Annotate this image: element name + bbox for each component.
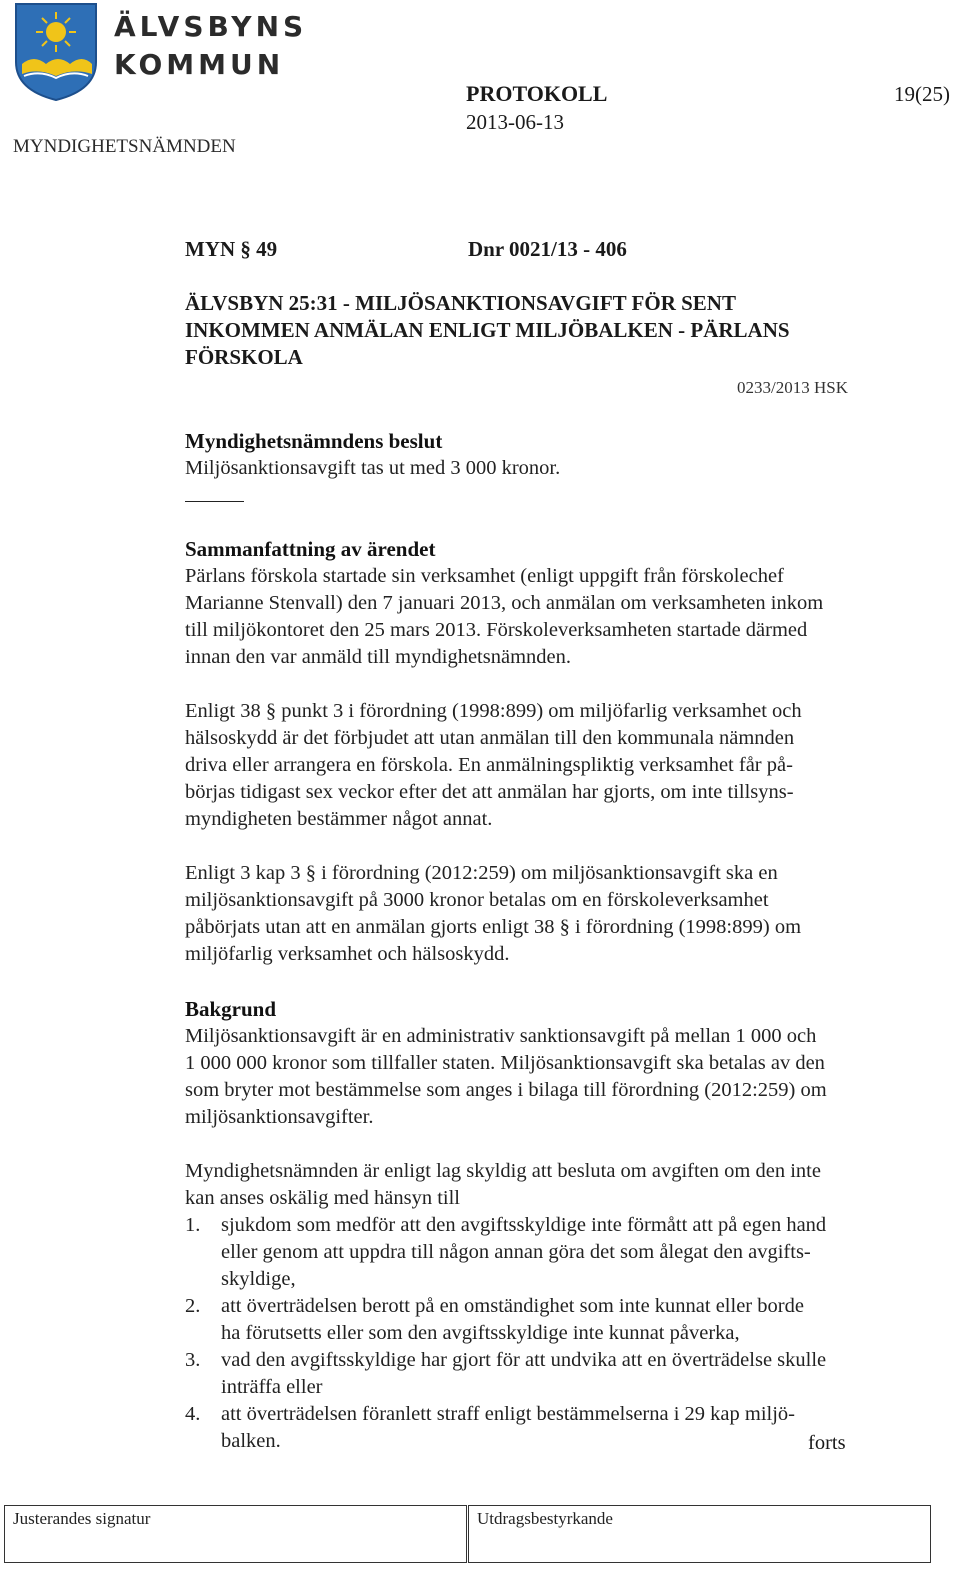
text-line: myndigheten bestämmer något annat. <box>185 808 493 830</box>
page-number: 19(25) <box>894 82 950 106</box>
text-line: miljösanktionsavgifter. <box>185 1106 374 1128</box>
divider <box>185 501 244 502</box>
text-line: sjukdom som medför att den avgiftsskyldige inte förmått att på egen hand <box>221 1214 827 1236</box>
list-number: 1. <box>185 1214 201 1236</box>
document-title: PROTOKOLL <box>466 81 608 106</box>
text-line: Myndighetsnämnden är enligt lag skyldig att besluta om avgiften om den inte <box>185 1160 821 1182</box>
text-line: Enligt 38 § punkt 3 i förordning (1998:899) om miljöfarlig verksamhet och <box>185 700 802 722</box>
document-date: 2013-06-13 <box>466 110 564 134</box>
text-line: börjas tidigast sex veckor efter det att anmälan har gjorts, om inte tillsyns- <box>185 781 794 803</box>
text-line: skyldige, <box>221 1268 296 1290</box>
text-line: ha förutsetts eller som den avgiftsskyldige inte kunnat påverka, <box>221 1322 740 1344</box>
text-line: att överträdelsen berott på en omständighet som inte kunnat eller borde <box>221 1295 804 1317</box>
text-line: till miljökontoret den 25 mars 2013. Förskoleverksamheten startade därmed <box>185 619 808 641</box>
signature-label: Justerandes signatur <box>13 1509 151 1528</box>
text-line: kan anses oskälig med hänsyn till <box>185 1187 460 1209</box>
text-line: Miljösanktionsavgift är en administrativ sanktionsavgift på mellan 1 000 och <box>185 1025 817 1047</box>
text-line: miljösanktionsavgift på 3000 kronor betalas om en förskoleverksamhet <box>185 889 769 911</box>
text-line: miljöfarlig verksamhet och hälsoskydd. <box>185 943 510 965</box>
text-line: Pärlans förskola startade sin verksamhet (enligt uppgift från förskolechef <box>185 565 784 587</box>
case-title-line: ÄLVSBYN 25:31 - MILJÖSANKTIONSAVGIFT FÖR SENT <box>185 291 736 315</box>
text-line: 1 000 000 kronor som tillfaller staten. Miljösanktionsavgift ska betalas av den <box>185 1052 825 1074</box>
paragraph-obligation <box>185 1158 910 1212</box>
signature-box-right <box>468 1505 931 1563</box>
case-title-line: FÖRSKOLA <box>185 345 303 369</box>
list-item <box>185 1347 910 1401</box>
list-item <box>185 1401 910 1455</box>
text-line: inträffa eller <box>221 1376 323 1398</box>
case-reference: 0233/2013 HSK <box>737 378 848 397</box>
org-name-line2: KOMMUN <box>114 48 285 81</box>
text-line: påbörjats utan att en anmälan gjorts enligt 38 § i förordning (1998:899) om <box>185 916 802 938</box>
continued-marker: forts <box>808 1432 846 1454</box>
list-item <box>185 1293 910 1347</box>
department-name: MYNDIGHETSNÄMNDEN <box>13 136 236 157</box>
summary-text <box>185 563 910 671</box>
text-line: hälsoskydd är det förbjudet att utan anmälan till den kommunala nämnden <box>185 727 795 749</box>
list-item <box>185 1212 910 1293</box>
case-title <box>185 290 905 371</box>
section-number: MYN § 49 <box>185 237 278 261</box>
certification-label: Utdragsbestyrkande <box>477 1509 613 1528</box>
list-number: 4. <box>185 1403 201 1425</box>
text-line: Enligt 3 kap 3 § i förordning (2012:259) om miljösanktionsavgift ska en <box>185 862 778 884</box>
diary-number: Dnr 0021/13 - 406 <box>468 237 627 261</box>
summary-heading: Sammanfattning av ärendet <box>185 537 436 561</box>
text-line: eller genom att uppdra till någon annan göra det som ålegat den avgifts- <box>221 1241 811 1263</box>
list-number: 2. <box>185 1295 201 1317</box>
text-line: Marianne Stenvall) den 7 januari 2013, och anmälan om verksamheten inkom <box>185 592 824 614</box>
text-line: driva eller arrangera en förskola. En anmälningspliktig verksamhet får på- <box>185 754 793 776</box>
decision-text: Miljösanktionsavgift tas ut med 3 000 kronor. <box>185 457 561 479</box>
case-title-line: INKOMMEN ANMÄLAN ENLIGT MILJÖBALKEN - PÄRLANS <box>185 318 790 342</box>
background-text <box>185 1023 910 1131</box>
background-heading: Bakgrund <box>185 997 277 1021</box>
list-number: 3. <box>185 1349 201 1371</box>
text-line: innan den var anmäld till myndighetsnämnden. <box>185 646 571 668</box>
text-line: att överträdelsen föranlett straff enligt bestämmelserna i 29 kap miljö- <box>221 1403 795 1425</box>
org-name-line1: ÄLVSBYNS <box>114 10 308 43</box>
coat-of-arms-icon <box>14 2 98 102</box>
text-line: balken. <box>221 1430 281 1452</box>
text-line: vad den avgiftsskyldige har gjort för att undvika att en överträdelse skulle <box>221 1349 827 1371</box>
text-line: som bryter mot bestämmelse som anges i bilaga till förordning (2012:259) om <box>185 1079 827 1101</box>
paragraph-regulation-38 <box>185 698 910 833</box>
exemption-list <box>185 1212 910 1455</box>
decision-heading: Myndighetsnämndens beslut <box>185 429 443 453</box>
signature-box-left <box>4 1505 467 1563</box>
paragraph-sanction-fee <box>185 860 910 968</box>
